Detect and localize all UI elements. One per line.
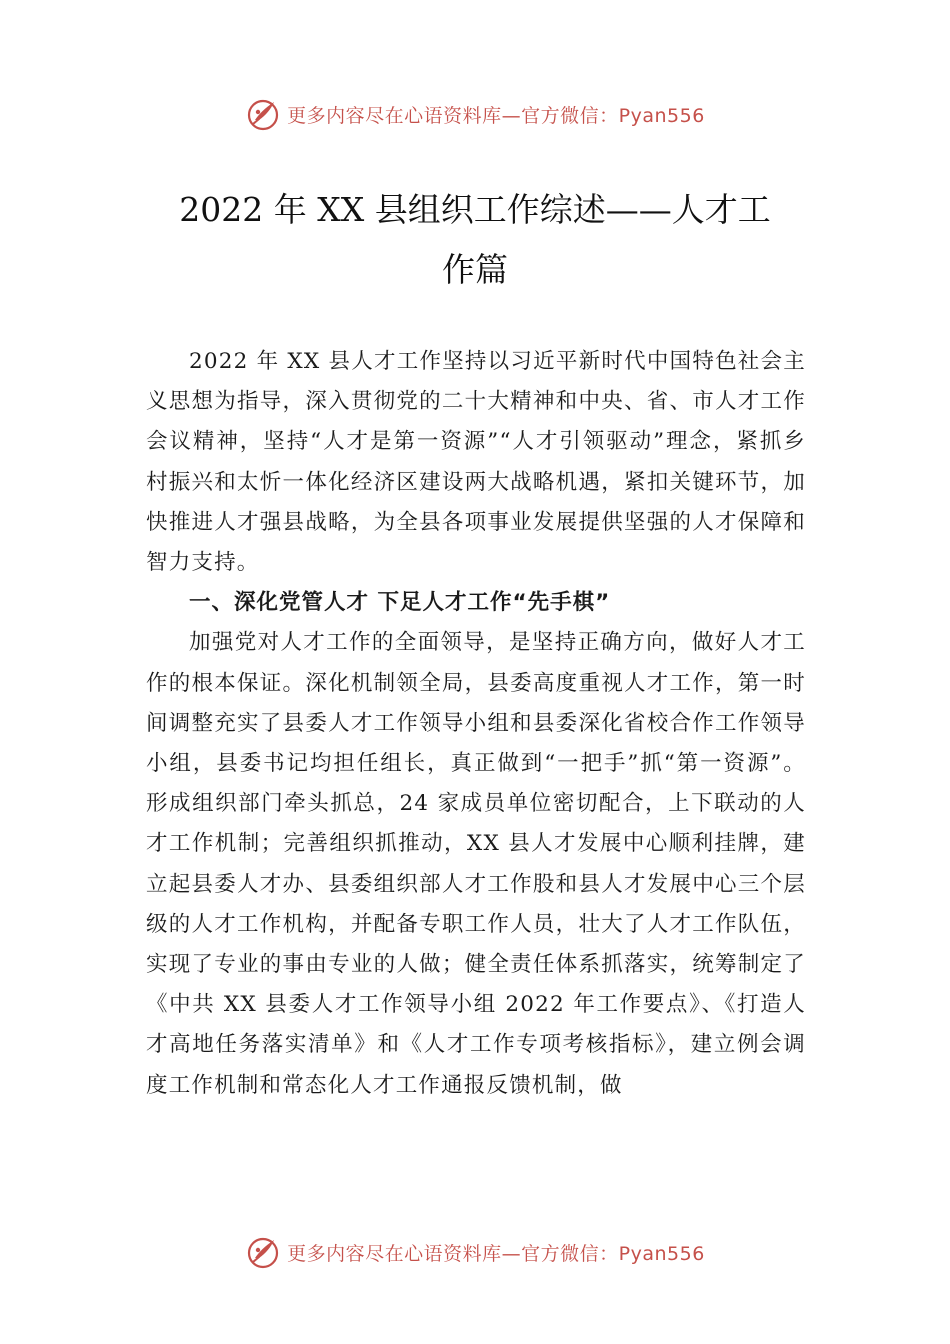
footer-banner [0, 1232, 950, 1272]
document-body [146, 342, 806, 1106]
title-line-1: 2022 年 XX 县组织工作综述——人才工 [179, 190, 771, 229]
banner-brand: 更多内容尽在心语资料库 [287, 104, 502, 127]
quill-logo-icon [245, 1234, 281, 1270]
banner-contact: 官方微信：Pyan556 [521, 104, 705, 127]
intro-paragraph: 2022 年 XX 县人才工作坚持以习近平新时代中国特色社会主义思想为指导，深入贯彻党的二十大精神和中央、省、市人才工作会议精神，坚持“人才是第一资源”“人才引领驱动”理念，紧抓乡村振兴和太忻一体化经济区建设两大战略机遇，紧扣关键环节，加快推进人才强县战略，为全县各项事业发展提供坚强的人才保障和智力支持。 [146, 349, 806, 576]
section-1-heading: 一、深化党管人才 下足人才工作“先手棋” [189, 590, 611, 616]
title-line-2: 作篇 [442, 250, 508, 289]
banner-separator: — [501, 104, 522, 127]
banner-separator: — [501, 1242, 522, 1265]
banner-text [287, 101, 705, 128]
banner-text [287, 1239, 705, 1266]
section-1-paragraph: 加强党对人才工作的全面领导，是坚持正确方向，做好人才工作的根本保证。深化机制领全局，县委高度重视人才工作，第一时间调整充实了县委人才工作领导小组和县委深化省校合作工作领导小组，县委书记均担任组长，真正做到“一把手”抓“第一资源”。形成组织部门牵头抓总，24 家成员单位密切配合，上下联动的人才工作机制；完善组织抓推动，XX 县人才发展中心顺利挂牌，建立起县委人才办、县委组织部人才工作股和县人才发展中心三个层级的人才工作机构，并配备专职工作人员，壮大了人才工作队伍，实现了专业的事由专业的人做；健全责任体系抓落实，统筹制定了《中共 XX 县委人才工作领导小组 2022 年工作要点》、《打造人才高地任务落实清单》和《人才工作专项考核指标》，建立例会调度工作机制和常态化人才工作通报反馈机制，做 [146, 630, 806, 1098]
banner-brand: 更多内容尽在心语资料库 [287, 1242, 502, 1265]
quill-logo-icon [245, 96, 281, 132]
banner-contact: 官方微信：Pyan556 [521, 1242, 705, 1265]
document-title [0, 180, 950, 300]
header-banner [0, 94, 950, 134]
